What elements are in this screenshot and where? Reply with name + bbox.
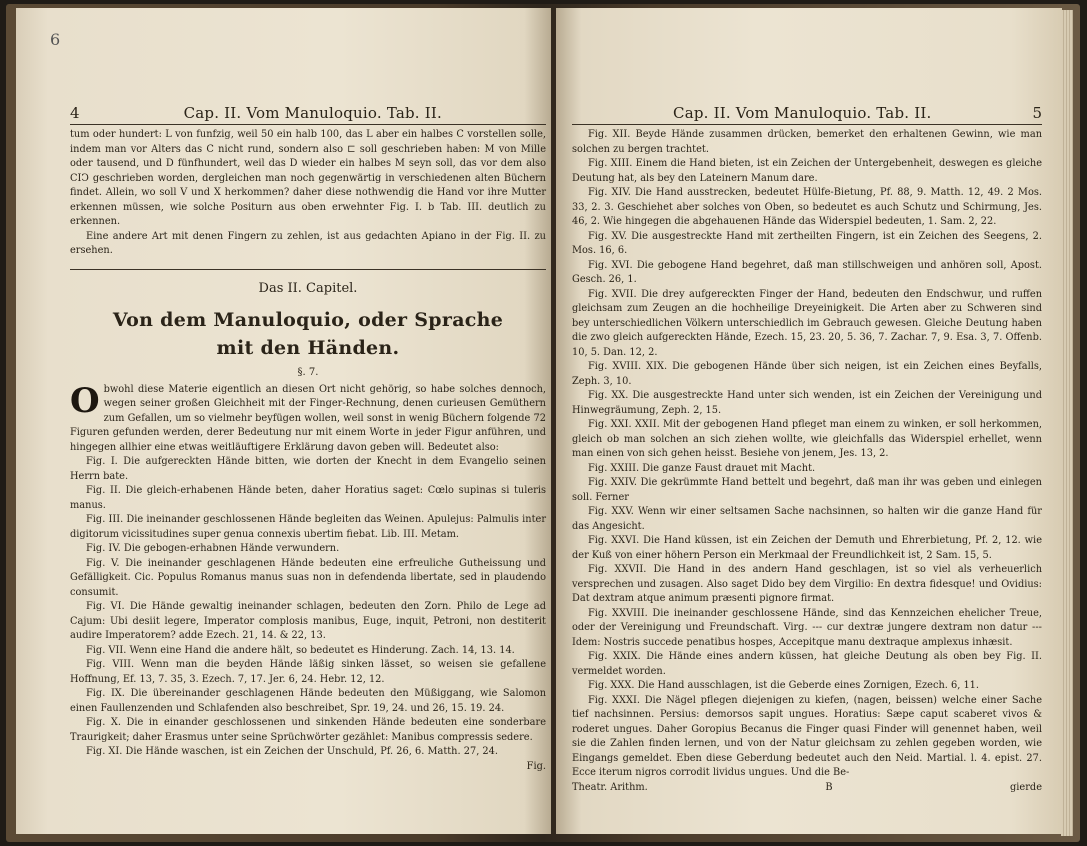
left-body	[70, 128, 546, 774]
figure-entry: Fig. XX. Die ausgestreckte Hand unter sich wenden, ist ein Zeichen der Vereinigung und Hinwegräumung, Zeph. 2, 15.	[572, 390, 1042, 416]
figure-entry: Fig. XVI. Die gebogene Hand begehret, daß man stillschweigen und anhören soll, Apost. Gesch. 26, 1.	[572, 259, 1042, 285]
chapter-title-line: Von dem Manuloquio, oder Sprache	[112, 309, 504, 331]
section-mark: §. 7.	[297, 367, 319, 378]
figure-entry: Fig. I. Die aufgereckten Hände bitten, wie dorten der Knecht in dem Evangelio seinen Herrn bate.	[70, 456, 546, 482]
figure-entry: Fig. XXVIII. Die ineinander geschlossene Hände, sind das Kennzeichen ehelicher Treue, oder der Vereinigung und Freundschaft. Virg. --- cur dextræ jungere dextram non datur --- Idem: Nostris succede penatibus hospes, Accepitque manu dextraque amplexus inhæsit.	[572, 607, 1042, 648]
figure-entry: Fig. VII. Wenn eine Hand die andere hält, so bedeutet es Hinderung. Zach. 14, 13. 14.	[86, 644, 515, 656]
figure-entry: Fig. XII. Beyde Hände zusammen drücken, bemerket den erhaltenen Gewinn, wie man solchen zu bergen trachtet.	[572, 129, 1042, 155]
paragraph: tum oder hundert: L von funfzig, weil 50 ein halb 100, das L aber ein halbes C vorstellen solle, indem man vor Alters das C nicht rund, sondern also ⊏ soll geschrieben haben: M von Mille oder tausend, und D fünfhundert, weil das D wieder ein halbes M seyn soll, das vor dem also CIↃ geschrieben worden, dergleichen man noch gegenwärtig in verschiedenen alten Büchern findet. Allein, wo soll V und X herkommen? daher diese nothwendig die Hand vor ihre Mutter erkennen müssen, wie solche Positurn aus oben erwehnter Fig. I. b Tab. III. deutlich zu erkennen.	[70, 129, 546, 227]
figure-entry: Fig. XXV. Wenn wir einer seltsamen Sache nachsinnen, so halten wir die ganze Hand für das Angesicht.	[572, 506, 1042, 532]
signature-mark: B	[825, 781, 833, 793]
page-number: 4	[70, 104, 80, 122]
figure-entry: Fig. XXX. Die Hand ausschlagen, ist die Geberde eines Zornigen, Ezech. 6, 11.	[588, 680, 980, 691]
left-page	[16, 8, 551, 834]
chapter-label: Das II. Capitel.	[258, 280, 358, 296]
right-body	[572, 128, 1042, 794]
figure-entry: Fig. XV. Die ausgestreckte Hand mit zertheilten Fingern, ist ein Zeichen des Seegens, 2. Mos. 16, 6.	[572, 230, 1042, 256]
figure-entry: Fig. XVIII. XIX. Die gebogenen Hände über sich neigen, ist ein Zeichen eines Beyfalls, Zeph. 3, 10.	[572, 361, 1042, 387]
running-title: Cap. II. Vom Manuloquio. Tab. II.	[183, 104, 442, 122]
figure-entry: Fig. XI. Die Hände waschen, ist ein Zeichen der Unschuld, Pf. 26, 6. Matth. 27, 24.	[86, 746, 499, 757]
figure-entry: Fig. II. Die gleich-erhabenen Hände beten, daher Horatius saget: Cœlo supinas si tuleris manus.	[70, 485, 546, 511]
chapter-rule	[70, 269, 546, 270]
right-page-content	[572, 104, 1042, 794]
figure-entry: Fig. XIV. Die Hand ausstrecken, bedeutet Hülfe-Bietung, Pf. 88, 9. Matth. 12, 49. 2 Mos. 33, 2. 3. Geschiehet aber solches von Oben, so bedeutet es auch Schutz und Schirmung, Jes. 46, 2. Wie hingegen die abgehauenen Hände das Widerspiel bedeuten, 1. Sam. 2, 22.	[572, 187, 1042, 227]
chapter-title	[70, 306, 546, 362]
right-page	[556, 8, 1062, 834]
figure-entry: Fig. V. Die ineinander geschlagenen Hände bedeuten eine erfreuliche Gutheissung und Gefälligkeit. Cic. Populus Romanus manus suas non in defendenda libertate, sed in plaudendo consumit.	[70, 557, 546, 598]
figure-entry: Fig. X. Die in einander geschlossenen und sinkenden Hände bedeuten eine sonderbare Traurigkeit; daher Erasmus unter seine Sprüchwörter gezählet: Manibus compressis sedere.	[70, 717, 546, 743]
page-number: 5	[1032, 104, 1042, 122]
intro-paragraph	[70, 380, 546, 456]
figure-entry: Fig. XXI. XXII. Mit der gebogenen Hand pfleget man einem zu winken, er soll herkommen, gleich ob man solchen an sich ziehen wollte, wie gleichfalls das Widerspiel erhellet, wenn man einen von sich gehen heisst. Besiehe von jenem, Jes. 13, 2.	[572, 419, 1042, 459]
chapter-title-line: mit den Händen.	[216, 337, 400, 359]
figure-entry: Fig. XXVII. Die Hand in des andern Hand geschlagen, ist so viel als verheuerlich versprechen und zusagen. Also saget Dido bey dem Virgilio: En dextra fidesque! und Ovidius: Dat dextram atque animum præsenti pignore firmat.	[572, 564, 1042, 604]
left-running-head	[70, 104, 546, 125]
footer-note: Theatr. Arithm.	[572, 781, 648, 793]
catchword: gierde	[1010, 781, 1042, 793]
paragraph: Eine andere Art mit denen Fingern zu zehlen, ist aus gedachten Apiano in der Fig. II. zu ersehen.	[70, 230, 546, 256]
left-page-content	[70, 104, 546, 774]
figure-entry: Fig. III. Die ineinander geschlossenen Hände begleiten das Weinen. Apulejus: Palmulis inter digitorum vicissitudines super genua connexis ubertim fiebat. Lib. III. Metam.	[70, 514, 546, 540]
figure-entry: Fig. XXXI. Die Nägel pflegen diejenigen zu kiefen, (nagen, beissen) welche einer Sache tief nachsinnen. Persius: demorsos sapit ungues. Horatius: Sæpe caput scaberet vivos & roderet ungues. Daher Goropius Becanus die Finger quasi Finder will genennet haben, weil sie die Zahlen finden lernen, und von der Natur gleichsam zu zehlen gegeben worden, wie Eingangs gemeldet. Eben diese Geberdung bedeutet auch den Neid. Martial. l. 4. epist. 27. Ecce iterum nigros corrodit lividus ungues. Und die Be-	[572, 694, 1042, 778]
figure-entry: Fig. IX. Die übereinander geschlagenen Hände bedeuten den Müßiggang, wie Salomon einen Faullenzenden und Schlafenden also beschreibet, Spr. 19, 24. und 26, 15. 19. 24.	[70, 688, 546, 714]
figure-entry: Fig. XXIX. Die Hände eines andern küssen, hat gleiche Deutung als oben bey Fig. II. vermeldet worden.	[572, 651, 1042, 677]
corner-mark: 6	[50, 30, 61, 49]
catchword: Fig.	[526, 760, 546, 772]
figure-entry: Fig. XXIV. Die gekrümmte Hand bettelt und begehrt, daß man ihr was geben und einlegen soll. Ferner	[572, 477, 1042, 503]
right-running-head	[572, 104, 1042, 125]
figure-entry: Fig. XXIII. Die ganze Faust drauet mit Macht.	[588, 462, 816, 474]
figure-entry: Fig. IV. Die gebogen-erhabnen Hände verwundern.	[86, 543, 340, 554]
figure-entry: Fig. XVII. Die drey aufgereckten Finger der Hand, bedeuten den Endschwur, und ruffen gleichsam zum Zeugen an die hochheilige Dreyeinigkeit. Die Arten aber zu Schweren sind bey unterschiedlichen Völkern unterschiedlich im Gebrauch gewesen. Gleiche Deutung haben die zwo gleich aufgereckten Hände, Ezech. 15, 23. 20, 5. 36, 7. Zachar. 7, 9. Esa. 3, 7. Offenb. 10, 5. Dan. 12, 2.	[572, 288, 1042, 358]
figure-entry: Fig. XXVI. Die Hand küssen, ist ein Zeichen der Demuth und Ehrerbietung, Pf. 2, 12. wie der Kuß von einer höhern Person ein Merkmaal der Freundlichkeit ist, 2 Sam. 15, 5.	[572, 535, 1042, 561]
page-footer	[572, 781, 1042, 794]
figure-entry: Fig. VI. Die Hände gewaltig ineinander schlagen, bedeuten den Zorn. Philo de Lege ad Cajum: Ubi desiit legere, Imperator complosis manibus, Euge, inquit, Petroni, non destiterit audire Imperatorem? adde Ezech. 21, 14. & 22, 13.	[70, 601, 546, 641]
running-title: Cap. II. Vom Manuloquio. Tab. II.	[673, 104, 932, 122]
figure-entry: Fig. VIII. Wenn man die beyden Hände läßig sinken lässet, so weisen sie gefallene Hoffnung, Ef. 13, 7. 35, 3. Ezech. 7, 17. Jer. 6, 24. Hebr. 12, 12.	[70, 659, 546, 685]
drop-cap: O	[70, 380, 100, 421]
page-edges	[1061, 10, 1073, 836]
figure-entry: Fig. XIII. Einem die Hand bieten, ist ein Zeichen der Untergebenheit, deswegen es gleiche Deutung hat, als bey den Lateinern Manum dare.	[572, 158, 1042, 184]
intro-text: bwohl diese Materie eigentlich an diesen Ort nicht gehörig, so habe solches dennoch, wegen seiner großen Gleichheit mit der Finger-Rechnung, denen curieusen Gemüthern zum Gefallen, um so vielmehr beyfügen wollen, weil sonst in wenig Büchern folgende 72 Figuren gefunden werden, derer Bedeutung nur mit einem Worte in jeder Figur anführen, und hingegen allhier eine etwas weitläuftigere Erklärung davon geben will. Bedeutet also:	[70, 383, 546, 453]
